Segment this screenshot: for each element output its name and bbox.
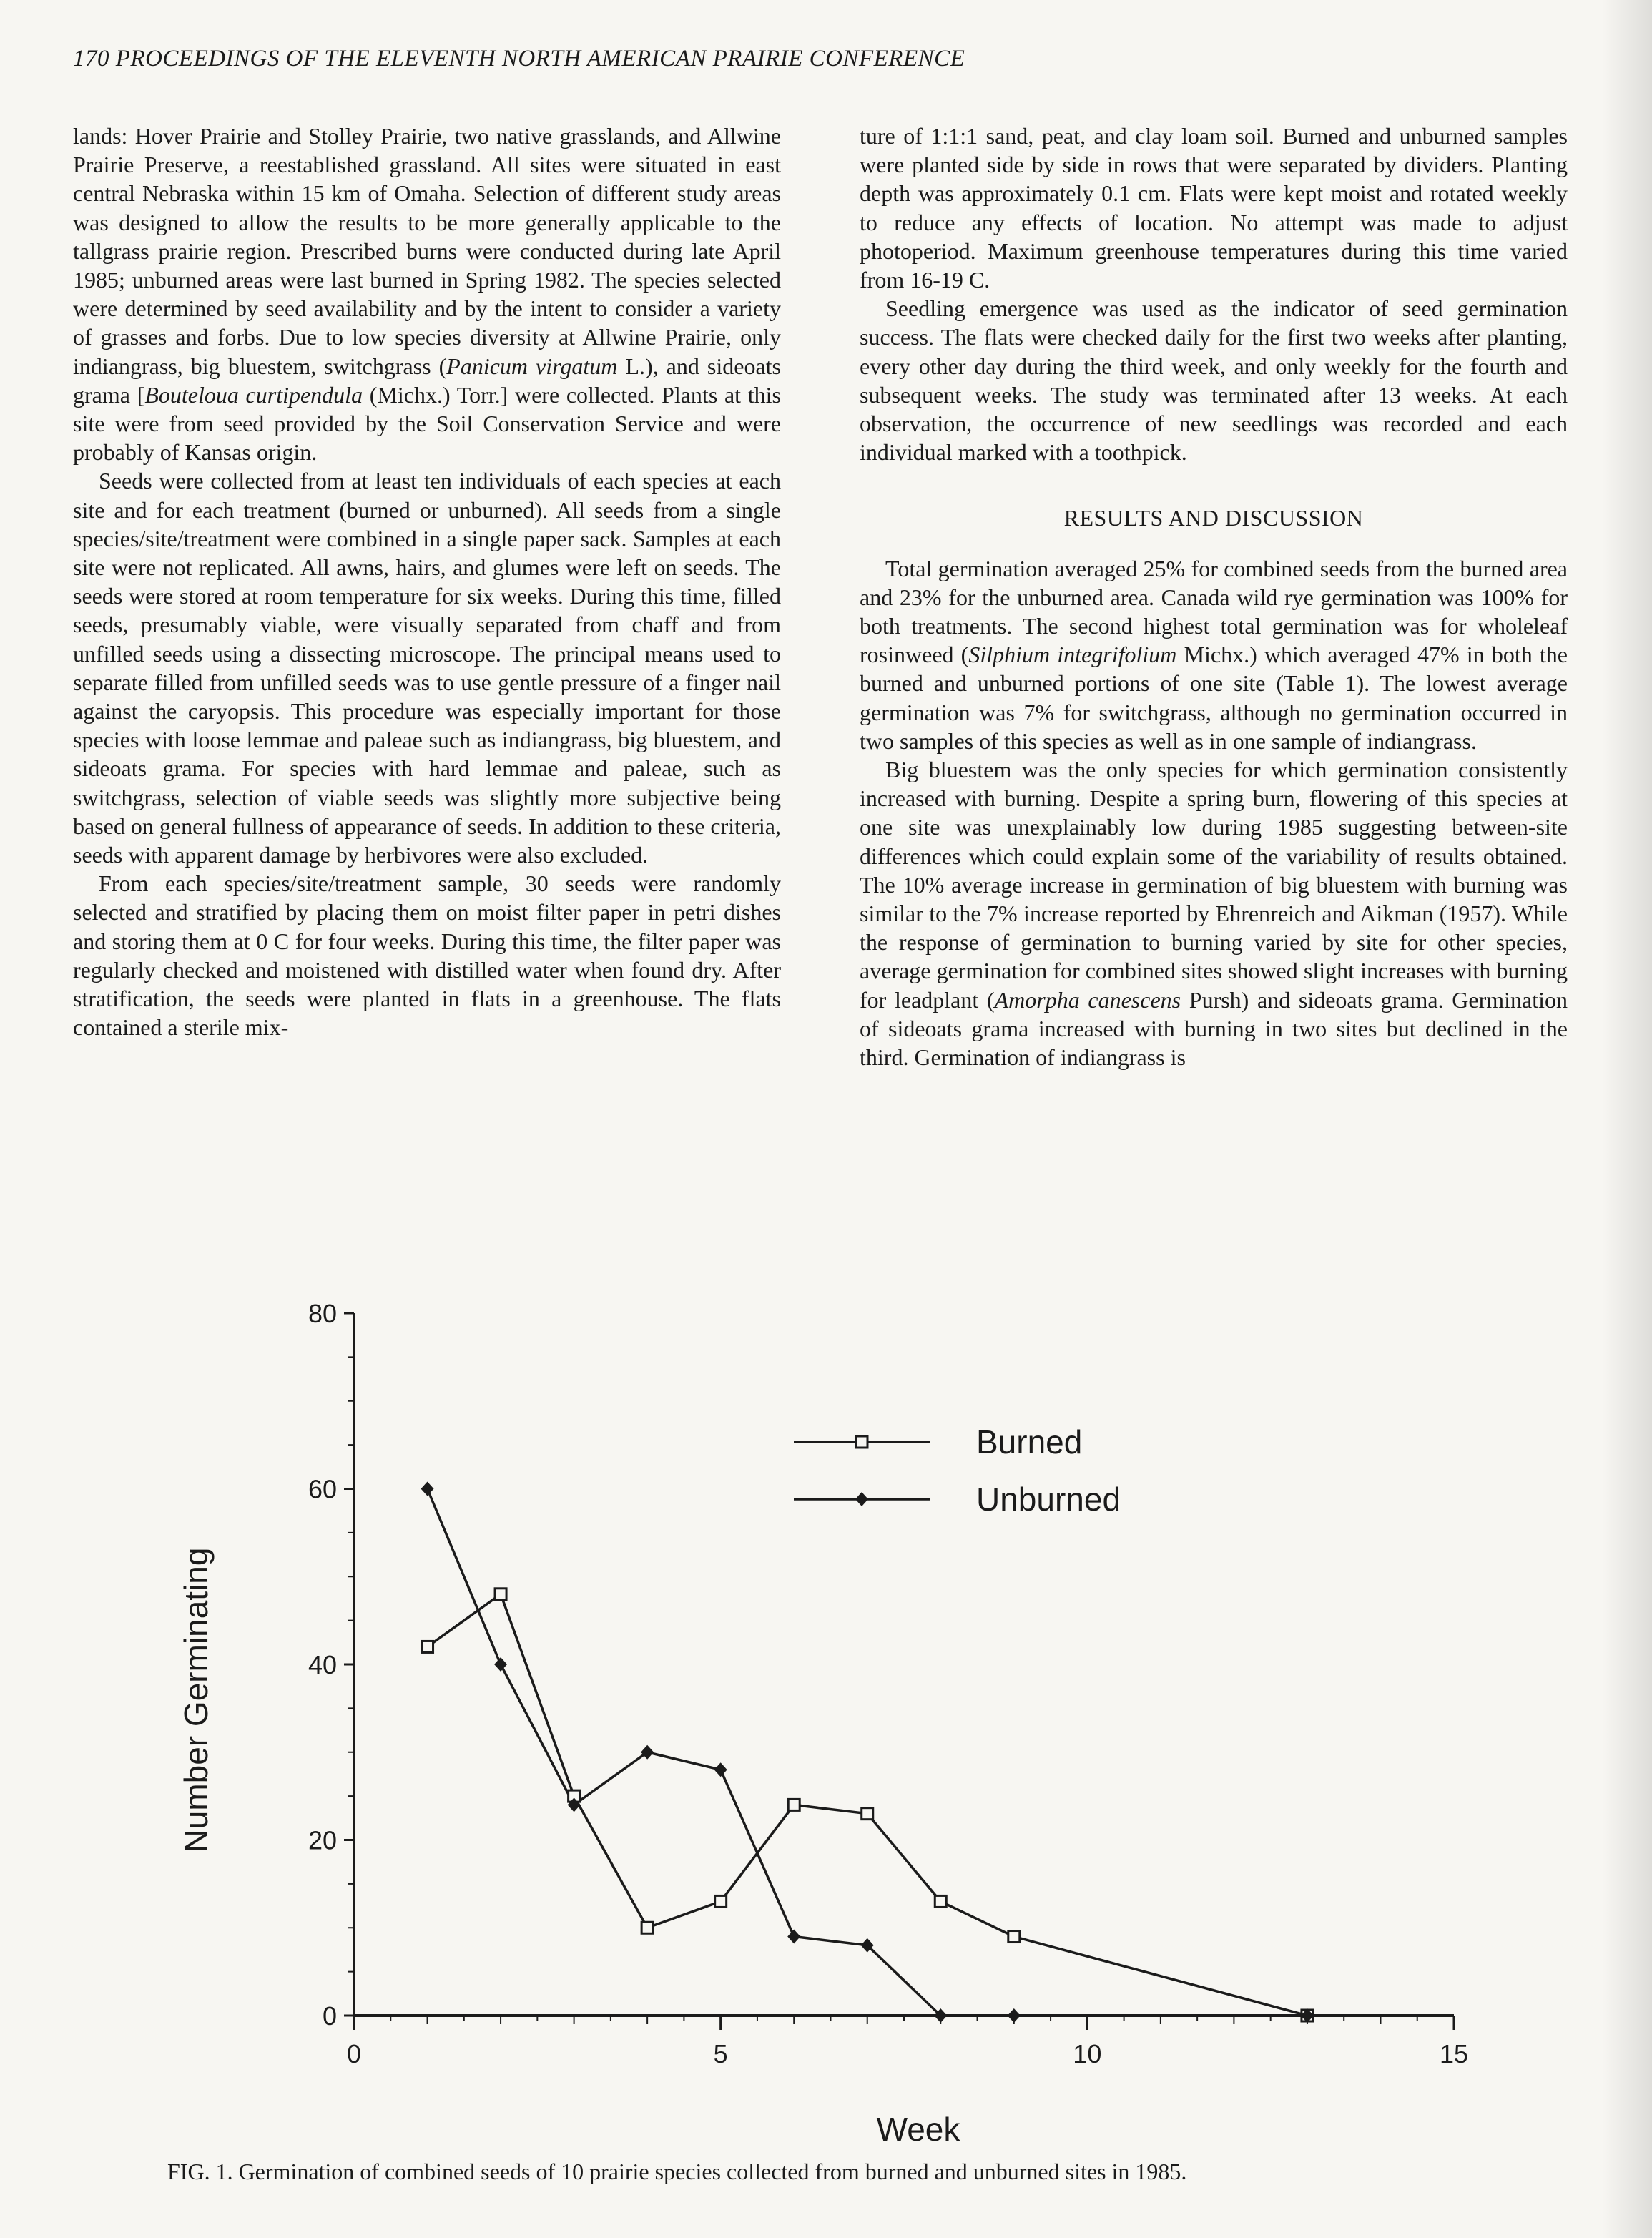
unburned-point xyxy=(855,1492,868,1506)
figure-caption: FIG. 1. Germination of combined seeds of 10 prairie species collected from burned and unburned sites in 1985. xyxy=(167,2159,1187,2184)
unburned-point xyxy=(421,1482,434,1496)
burned-point xyxy=(422,1641,433,1652)
paragraph: ture of 1:1:1 sand, peat, and clay loam soil. Burned and unburned samples were planted side by side in rows that were separated by dividers. Planting depth was approximately 0.1 cm. Flats were kept moist and rotated weekly to reduce any effects of location. No attempt was made to adjust photoperiod. Maximum greenhouse temperatures during this time varied from 16-19 C. xyxy=(860,123,1568,293)
burned-point xyxy=(495,1589,506,1600)
burned-point xyxy=(1008,1931,1020,1943)
unburned-point xyxy=(714,1762,727,1777)
text-run: lands: Hover Prairie and Stolley Prairie, two native grasslands, and Allwine Prairie Preserve, a reestablished grassland. All sites were situated in east central Nebraska within 15 km of Omaha. Selection of different study areas was designed to allow the results to be more generally applicable to the tallgrass prairie region. Prescribed burns were conducted during late April 1985; unburned areas were last burned in Spring 1982. The species selected were determined by seed availability and by the intent to consider a variety of grasses and forbs. Due to low species diversity at Allwine Prairie, only indiangrass, big bluestem, switchgrass ( xyxy=(73,123,781,379)
unburned-point xyxy=(494,1657,507,1672)
x-tick-label: 5 xyxy=(713,2039,728,2068)
paragraph xyxy=(860,755,1568,1071)
species-name: Silphium integrifolium xyxy=(968,642,1177,668)
burned-point xyxy=(641,1922,653,1933)
burned-point xyxy=(788,1799,800,1810)
text-run: L.), and sideoats grama [ xyxy=(73,353,781,408)
x-tick-label: 10 xyxy=(1073,2039,1102,2068)
page-edge-shadow xyxy=(1602,0,1652,2238)
text-run: Pursh) and sideoats grama. Germination of sideoats grama increased with burning in two sites but declined in the third. Germination of indiangrass is xyxy=(860,986,1568,1071)
paragraph xyxy=(73,122,781,466)
text-run: Michx.) which averaged 47% in both the burned and unburned portions of one site (Table 1). The lowest average germination was 7% for switchgrass, although no germination occurred in two samples of this species as well as in one sample of indiangrass. xyxy=(860,642,1568,754)
y-tick-label: 20 xyxy=(308,1825,337,1855)
y-axis-label: Number Germinating xyxy=(177,1547,215,1853)
paragraph xyxy=(860,554,1568,755)
text-run: Big bluestem was the only species for which germination consistently increased with burning. Despite a spring burn, flowering of this species at one site was unexplainably low during 1985 suggesting between-site differences which could explain some of the variability of results obtained. The 10% average increase in germination of big bluestem with burning was similar to the 7% increase reported by Ehrenreich and Aikman (1957). While the response of germination to burning varied by site for other species, average germination for combined sites showed slight increases with burning for leadplant ( xyxy=(860,757,1568,1013)
species-name: Amorpha canescens xyxy=(994,986,1181,1013)
text-run: Total germination averaged 25% for combined seeds from the burned area and 23% for the unburned area. Canada wild rye germination was 100% for both treatments. The second highest total germination was for wholeleaf rosinweed ( xyxy=(860,555,1568,668)
running-head: 170 PROCEEDINGS OF THE ELEVENTH NORTH AMERICAN PRAIRIE CONFERENCE xyxy=(73,46,965,72)
legend-label: Unburned xyxy=(976,1481,1121,1518)
right-column xyxy=(860,122,1568,1071)
y-tick-label: 40 xyxy=(308,1650,337,1679)
x-tick-label: 0 xyxy=(346,2039,362,2068)
paragraph: Seeds were collected from at least ten individuals of each species at each site and for each treatment (burned or unburned). All seeds from a single species/site/treatment were combined in a single paper sack. Samples at each site were not replicated. All awns, hairs, and glumes were left on seeds. The seeds were stored at room temperature for six weeks. During this time, filled seeds, presumably viable, were visually separated from chaff and from unfilled seeds using a dissecting microscope. The principal means used to separate filled from unfilled seeds was to use gentle pressure of a finger nail against the caryopsis. This procedure was especially important for those species with loose lemmae and paleae such as indiangrass, big bluestem, and sideoats grama. For species with hard lemmae and paleae, such as switchgrass, selection of viable seeds was slightly more subjective being based on general fullness of appearance of seeds. In addition to these criteria, seeds with apparent damage by herbivores were also excluded. xyxy=(73,468,781,868)
y-tick-label: 60 xyxy=(308,1474,337,1504)
unburned-point xyxy=(1008,2008,1021,2023)
germination-chart xyxy=(0,1273,1652,2167)
y-tick-label: 80 xyxy=(308,1299,337,1328)
paragraph: From each species/site/treatment sample, 30 seeds were randomly selected and stratified by placing them on moist filter paper in petri dishes and storing them at 0 C for four weeks. During this time, the filter paper was regularly checked and moistened with distilled water when found dry. After stratification, the seeds were planted in flats in a greenhouse. The flats contained a sterile mix- xyxy=(73,870,781,1041)
x-axis-label: Week xyxy=(876,2111,960,2148)
y-tick-label: 0 xyxy=(322,2001,337,2031)
left-column xyxy=(73,122,781,1042)
x-tick-label: 15 xyxy=(1439,2039,1469,2068)
text-run: (Michx.) Torr.] were collected. Plants at this site were from seed provided by the Soil Conservation Service and were probably of Kansas origin. xyxy=(73,381,782,466)
legend-label: Burned xyxy=(976,1423,1083,1461)
paragraph: Seedling emergence was used as the indicator of seed germination success. The flats were checked daily for the first two weeks after planting, every other day during the third week, and only weekly for the fourth and subsequent weeks. The study was terminated after 13 weeks. At each observation, the occurrence of new seedlings was recorded and each individual marked with a toothpick. xyxy=(860,295,1568,466)
burned-point xyxy=(862,1808,873,1820)
burned-point xyxy=(715,1895,727,1907)
species-name: Bouteloua curtipendula xyxy=(144,381,363,408)
burned-point xyxy=(935,1895,946,1907)
unburned-point xyxy=(787,1930,800,1944)
unburned-point xyxy=(641,1745,654,1760)
species-name: Panicum virgatum xyxy=(446,353,618,379)
section-heading: RESULTS AND DISCUSSION xyxy=(1063,505,1364,531)
burned-point xyxy=(856,1436,867,1448)
